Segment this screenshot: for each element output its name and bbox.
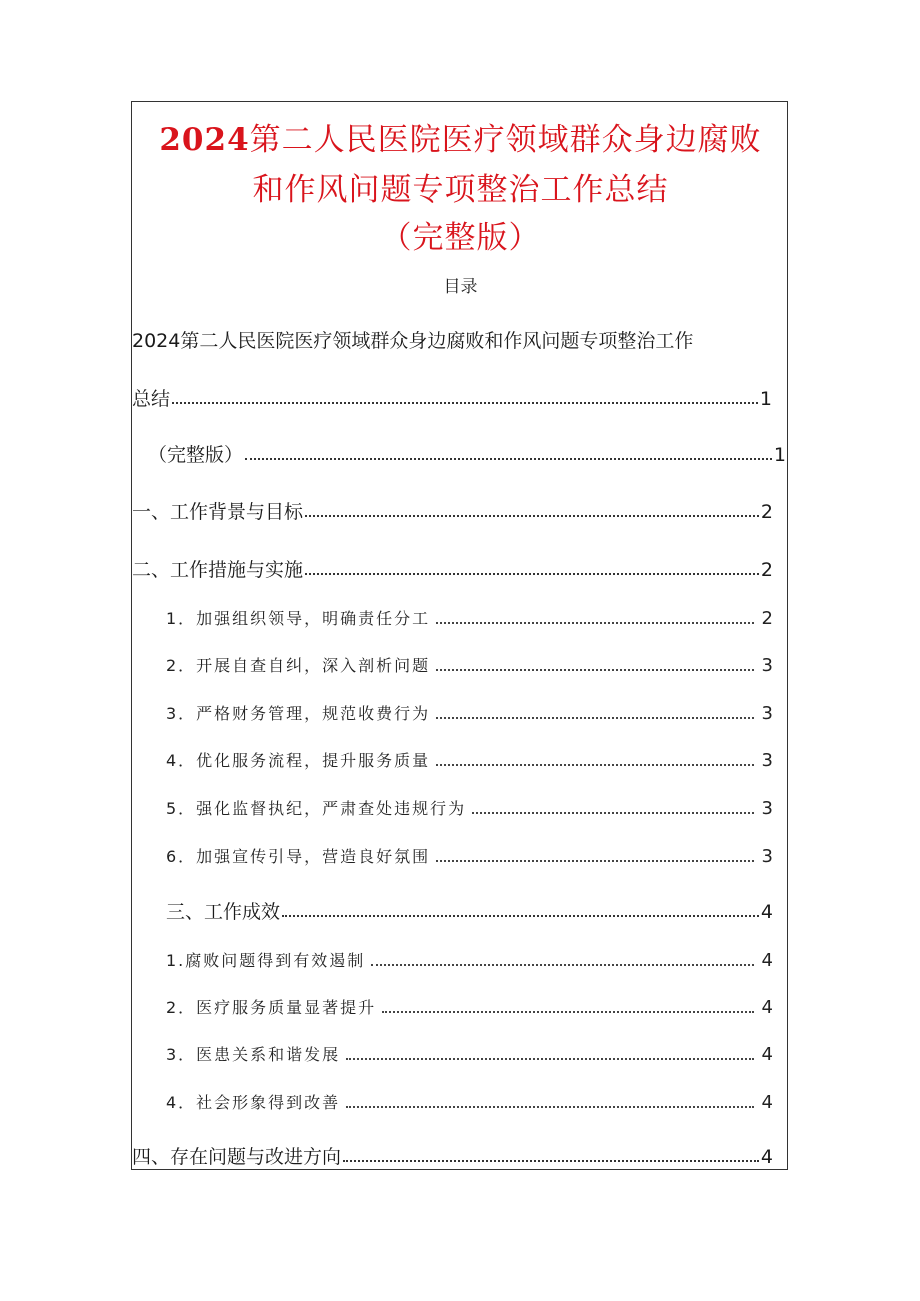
toc-entry-label: 4．社会形象得到改善 bbox=[166, 1093, 341, 1112]
toc-leader-dots bbox=[282, 915, 759, 917]
toc-entry-3-4[interactable] bbox=[166, 1090, 773, 1113]
title-line-1 bbox=[132, 114, 789, 159]
toc-entry-label: 四、存在问题与改进方向 bbox=[132, 1146, 342, 1168]
toc-entry-page: 3 bbox=[761, 798, 773, 819]
toc-entry-label: 5．强化监督执纪，严肃查处违规行为 bbox=[166, 799, 467, 818]
toc-entry-doc-title[interactable] bbox=[132, 384, 772, 411]
title-line-1-text: 第二人民医院医疗领域群众身边腐败 bbox=[249, 122, 762, 158]
toc-entry-label: （完整版） bbox=[148, 444, 244, 466]
toc-entry-page: 4 bbox=[761, 1092, 773, 1113]
toc-entry-page: 3 bbox=[761, 750, 773, 771]
toc-entry-page: 2 bbox=[761, 608, 773, 629]
toc-entry-section-3[interactable] bbox=[166, 897, 773, 924]
toc-entry-page: 3 bbox=[761, 846, 773, 867]
toc-leader-dots bbox=[172, 402, 758, 404]
toc-entry-3-1[interactable] bbox=[166, 948, 773, 971]
toc-entry-label: 三、工作成效 bbox=[166, 901, 281, 923]
toc-leader-dots bbox=[346, 1058, 753, 1060]
toc-entry-label: 2．开展自查自纠，深入剖析问题 bbox=[166, 656, 431, 675]
toc-entry-section-1[interactable] bbox=[132, 497, 773, 524]
toc-doc-title-line1: 2024第二人民医院医疗领域群众身边腐败和作风问题专项整治工作 bbox=[132, 330, 694, 352]
toc-entry-2-5[interactable] bbox=[166, 796, 773, 819]
toc-leader-dots bbox=[436, 669, 753, 671]
toc-entry-2-3[interactable] bbox=[166, 701, 773, 724]
toc-entry-page: 1 bbox=[773, 444, 786, 466]
toc-entry-page: 2 bbox=[760, 501, 773, 523]
toc-entry-2-6[interactable] bbox=[166, 844, 773, 867]
toc-leader-dots bbox=[436, 622, 753, 624]
toc-entry-page: 1 bbox=[759, 388, 772, 410]
toc-leader-dots bbox=[382, 1011, 753, 1013]
toc-leader-dots bbox=[436, 860, 753, 862]
toc-entry-page: 4 bbox=[761, 997, 773, 1018]
toc-entry-page: 4 bbox=[760, 901, 773, 923]
toc-entry-label: 1.腐败问题得到有效遏制 bbox=[166, 951, 366, 970]
toc-leader-dots bbox=[371, 964, 753, 966]
toc-entry-section-4[interactable] bbox=[132, 1142, 773, 1169]
title-line-2: 和作风问题专项整治工作总结 bbox=[252, 172, 669, 208]
toc-entry-label: 1．加强组织领导，明确责任分工 bbox=[166, 609, 431, 628]
toc-entry-page: 4 bbox=[760, 1146, 773, 1168]
title-line-3: （完整版） bbox=[380, 220, 541, 256]
toc-entry-section-2[interactable] bbox=[132, 555, 773, 582]
toc-leader-dots bbox=[343, 1160, 759, 1162]
toc-entry-page: 3 bbox=[761, 655, 773, 676]
toc-entry-complete-edition[interactable] bbox=[148, 440, 786, 467]
toc-entry-label: 4．优化服务流程，提升服务质量 bbox=[166, 751, 431, 770]
toc-entry-page: 3 bbox=[761, 703, 773, 724]
toc-leader-dots bbox=[472, 812, 753, 814]
toc-leader-dots bbox=[436, 764, 753, 766]
toc-entry-page: 2 bbox=[760, 559, 773, 581]
toc-entry-page: 4 bbox=[761, 950, 773, 971]
toc-leader-dots bbox=[305, 573, 759, 575]
toc-leader-dots bbox=[245, 458, 772, 460]
toc-leader-dots bbox=[436, 717, 753, 719]
toc-entry-label: 总结 bbox=[132, 388, 171, 410]
toc-entry-label: 3．医患关系和谐发展 bbox=[166, 1045, 341, 1064]
document-frame bbox=[131, 101, 788, 1170]
toc-heading: 目录 bbox=[443, 277, 478, 297]
toc-entry-2-1[interactable] bbox=[166, 606, 773, 629]
toc-leader-dots bbox=[305, 515, 759, 517]
title-year: 2024 bbox=[159, 122, 250, 158]
toc-entry-label: 二、工作措施与实施 bbox=[132, 559, 304, 581]
toc-entry-2-2[interactable] bbox=[166, 653, 773, 676]
toc-entry-2-4[interactable] bbox=[166, 748, 773, 771]
toc-entry-label: 一、工作背景与目标 bbox=[132, 501, 304, 523]
toc-entry-page: 4 bbox=[761, 1044, 773, 1065]
toc-entry-3-3[interactable] bbox=[166, 1042, 773, 1065]
toc-entry-label: 3．严格财务管理，规范收费行为 bbox=[166, 704, 431, 723]
toc-leader-dots bbox=[346, 1106, 753, 1108]
toc-entry-label: 6．加强宣传引导，营造良好氛围 bbox=[166, 847, 431, 866]
toc-entry-3-2[interactable] bbox=[166, 995, 773, 1018]
toc-entry-label: 2．医疗服务质量显著提升 bbox=[166, 998, 377, 1017]
